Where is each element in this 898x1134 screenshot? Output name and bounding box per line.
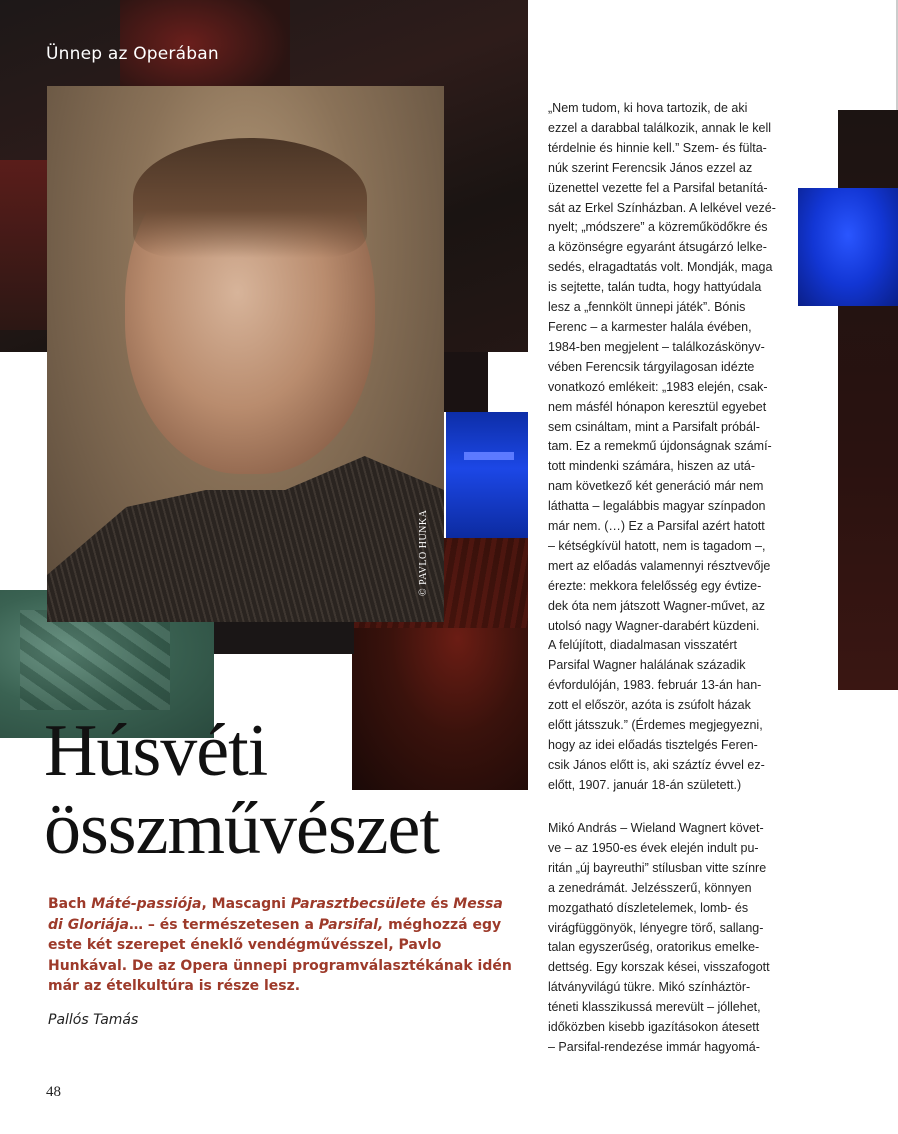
body-line: virágfüggönyök, lényegre törő, sallang-: [548, 920, 764, 935]
body-line: nam következő két generáció már nem: [548, 479, 764, 494]
body-line: tott mindenki számára, hiszen az utá-: [548, 459, 756, 474]
body-line: vében Ferencsik tárgyilagosan idézte: [548, 359, 755, 374]
body-line: tam. Ez a remekmű újdonságnak számí-: [548, 439, 772, 454]
collage-photo-blue-costume: [446, 412, 528, 538]
body-line: utolsó nagy Wagner-darabért küzdeni.: [548, 618, 760, 633]
lead-run: … – és természetesen a: [129, 916, 319, 933]
body-line: ritán „új bayreuthi” stílusban vitte színre: [548, 860, 767, 875]
body-line: sem csináltam, mint a Parsifalt próbál-: [548, 419, 760, 434]
lead-run: Parasztbecsülete: [290, 896, 426, 912]
lead-run: és: [425, 896, 454, 912]
title-line-1: Húsvéti: [44, 710, 268, 792]
body-line: csik János előtt is, aki száztíz évvel ez-: [548, 757, 765, 772]
body-line: mert az előadás valamennyi résztvevője: [548, 558, 771, 573]
section-title: Ünnep az Operában: [46, 44, 219, 64]
body-line: előtt játsszuk.” (Érdemes megjegyezni,: [548, 718, 763, 733]
body-line: mozgatható díszletelemek, lomb- és: [548, 900, 749, 915]
lead-run: Máté-passiója: [91, 896, 202, 912]
body-line: lesz a „fennkölt ünnepi játék”. Bónis: [548, 300, 746, 315]
body-line: térdelnie és hinnie kell.” Szem- és fülta-: [548, 140, 767, 155]
body-line: üzenettel vezette fel a Parsifal betanítá-: [548, 180, 768, 195]
body-line: Ferenc – a karmester halála évében,: [548, 319, 752, 334]
body-line: előtt, 1907. január 18-án született.): [548, 777, 742, 792]
author-name: Pallós Tamás: [48, 1012, 139, 1028]
body-line: dettség. Egy korszak kései, visszafogott: [548, 960, 770, 975]
lead-run: , Mascagni: [201, 896, 291, 912]
body-line: már nem. (…) Ez a Parsifal azért hatott: [548, 519, 765, 534]
body-line: talan egyszerűség, oratorikus emelke-: [548, 940, 760, 955]
lead-run: méghozzá egy este két szerepet éneklő vendégművésszel, Pavlo Hunkával. De az Opera ünnepi programválasztékának idén már az ételkultúra is része lesz.: [48, 916, 512, 994]
body-line: évfordulóján, 1983. február 13-án han-: [548, 678, 762, 693]
body-line: sedés, elragadtatás volt. Mondják, maga: [548, 260, 773, 275]
collage-photo-blue-figure: [798, 188, 898, 306]
body-line: érezte: mekkora felelősség egy évtize-: [548, 578, 762, 593]
photo-credit: © PAVLO HUNKA: [418, 509, 429, 596]
body-line: a zenedrámát. Jelzésszerű, könnyen: [548, 880, 752, 895]
body-line: Parsifal Wagner halálának századik: [548, 658, 746, 673]
article-title: [44, 712, 439, 868]
body-line: dek óta nem játszott Wagner-művet, az: [548, 598, 765, 613]
collage-photo-dark-strip: [214, 622, 354, 654]
body-line: láthatta – legalábbis magyar színpadon: [548, 499, 766, 514]
portrait-photo: [47, 86, 444, 622]
body-line: nyelt; „módszere” a közreműködőkre és: [548, 220, 768, 235]
body-line: nem másfél hónapon keresztül egyebet: [548, 399, 767, 414]
title-line-2: összművészet: [44, 788, 439, 870]
lead-run: Bach: [48, 896, 92, 912]
body-column-2: [548, 819, 784, 1058]
body-line: A felújított, diadalmasan visszatért: [548, 638, 737, 653]
body-line: núk szerint Ferencsik János ezzel az: [548, 160, 753, 175]
body-line: a közönségre egyaránt átsugárzó lelke-: [548, 240, 767, 255]
body-line: téneti klasszikussá merevült – jóllehet,: [548, 1000, 761, 1015]
body-line: hogy az idei előadás tisztelgés Feren-: [548, 738, 758, 752]
page-number: 48: [46, 1084, 61, 1100]
body-line: vonatkozó emlékeit: „1983 elején, csak-: [548, 379, 768, 394]
body-line: is sejtette, talán tudta, hogy hattyúdala: [548, 280, 762, 295]
body-line: Mikó András – Wieland Wagnert követ-: [548, 821, 764, 835]
body-line: zott el először, azóta is zsúfolt házak: [548, 698, 751, 713]
lead-run: Parsifal,: [318, 916, 384, 933]
body-column-1: [548, 99, 784, 796]
lead-paragraph: [48, 894, 518, 997]
body-line: ve – az 1950-es évek elején indult pu-: [548, 840, 759, 855]
body-line: ezzel a darabbal találkozik, annak le kell: [548, 120, 772, 135]
body-line: látványvilágú tükre. Mikó színháztör-: [548, 980, 751, 995]
body-line: – kétségkívül hatott, nem is tagadom –,: [548, 538, 766, 553]
body-line: – Parsifal-rendezése immár hagyomá-: [548, 1039, 760, 1054]
body-line: sát az Erkel Színházban. A lelkével vezé-: [548, 200, 776, 215]
body-line: „Nem tudom, ki hova tartozik, de aki: [548, 101, 748, 115]
lead-run: Messa di Gloriája: [48, 896, 503, 933]
body-line: 1984-ben megjelent – találkozáskönyv-: [548, 339, 765, 354]
body-line: időközben kisebb igazításokon átesett: [548, 1020, 760, 1035]
